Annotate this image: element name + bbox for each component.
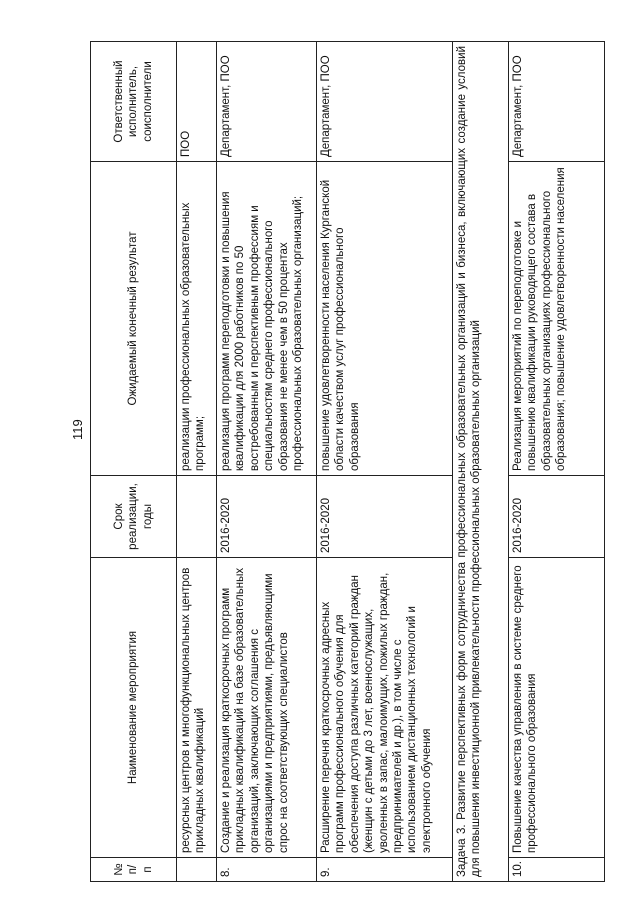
- row-result: Реализация мероприятий по переподготовке и повышению квалификации руководящего состава в образовательных организациях профессионального образования; повышение удовлетворенности населения: [509, 162, 605, 476]
- row-name: Создание и реализация краткосрочных программ прикладных квалификаций на базе образовательных организаций, заключающих соглашения с организациями и предприятиями, предъявляющими спрос на соответствующих специалистов: [217, 558, 317, 858]
- header-row: [91, 42, 177, 882]
- table-row: [217, 42, 317, 882]
- rotated-table-container: [90, 42, 610, 882]
- row-name: Повышение качества управления в системе среднего профессионального образования: [509, 558, 605, 858]
- row-term: 2016-2020: [509, 476, 605, 558]
- row-result: реализации профессиональных образовательных программ;: [177, 162, 217, 476]
- row-result: повышение удовлетворенности населения Курганской области качеством услуг профессионального образования: [317, 162, 453, 476]
- task-text: Задача 3. Развитие перспективных форм сотрудничества профессиональных образовательных организаций и бизнеса, включающих создание условий для повышения инвестиционной привлекательности профессиональных образовательных организаций: [453, 42, 509, 882]
- header-result: Ожидаемый конечный результат: [91, 162, 177, 476]
- row-name: ресурсных центров и многофункциональных центров прикладных квалификаций: [177, 558, 217, 858]
- row-num: 9.: [317, 858, 453, 882]
- table-row: [317, 42, 453, 882]
- row-num: [177, 858, 217, 882]
- row-result: реализация программ переподготовки и повышения квалификации для 2000 работников по 50 востребованным и перспективным профессиям и специальностям среднего профессионального образования не менее чем в 50 процентах профессиональных образовательных организаций;: [217, 162, 317, 476]
- header-name: Наименование мероприятия: [91, 558, 177, 858]
- row-responsible: ПОО: [177, 42, 217, 162]
- row-num: 8.: [217, 858, 317, 882]
- row-term: 2016-2020: [317, 476, 453, 558]
- table-row: [177, 42, 217, 882]
- row-responsible: Департамент, ПОО: [509, 42, 605, 162]
- header-responsible: Ответственный исполнитель, соисполнители: [91, 42, 177, 162]
- row-term: 2016-2020: [217, 476, 317, 558]
- page-number: 119: [70, 419, 85, 440]
- table-row: [509, 42, 605, 882]
- header-num: № п/п: [91, 858, 177, 882]
- row-name: Расширение перечня краткосрочных адресных программ профессионального обучения для обеспечения доступа различных категорий граждан (женщин с детьми до 3 лет, военнослужащих, уволенных в запас, малоимущих, пожилых граждан, предпринимателей и др.), в том числе с использованием дистанционных технологий и электронного обучения: [317, 558, 453, 858]
- row-num: 10.: [509, 858, 605, 882]
- row-responsible: Департамент, ПОО: [317, 42, 453, 162]
- row-responsible: Департамент, ПОО: [217, 42, 317, 162]
- measures-table: [90, 41, 605, 882]
- task-row: [453, 42, 509, 882]
- header-term: Срок реализации, годы: [91, 476, 177, 558]
- row-term: [177, 476, 217, 558]
